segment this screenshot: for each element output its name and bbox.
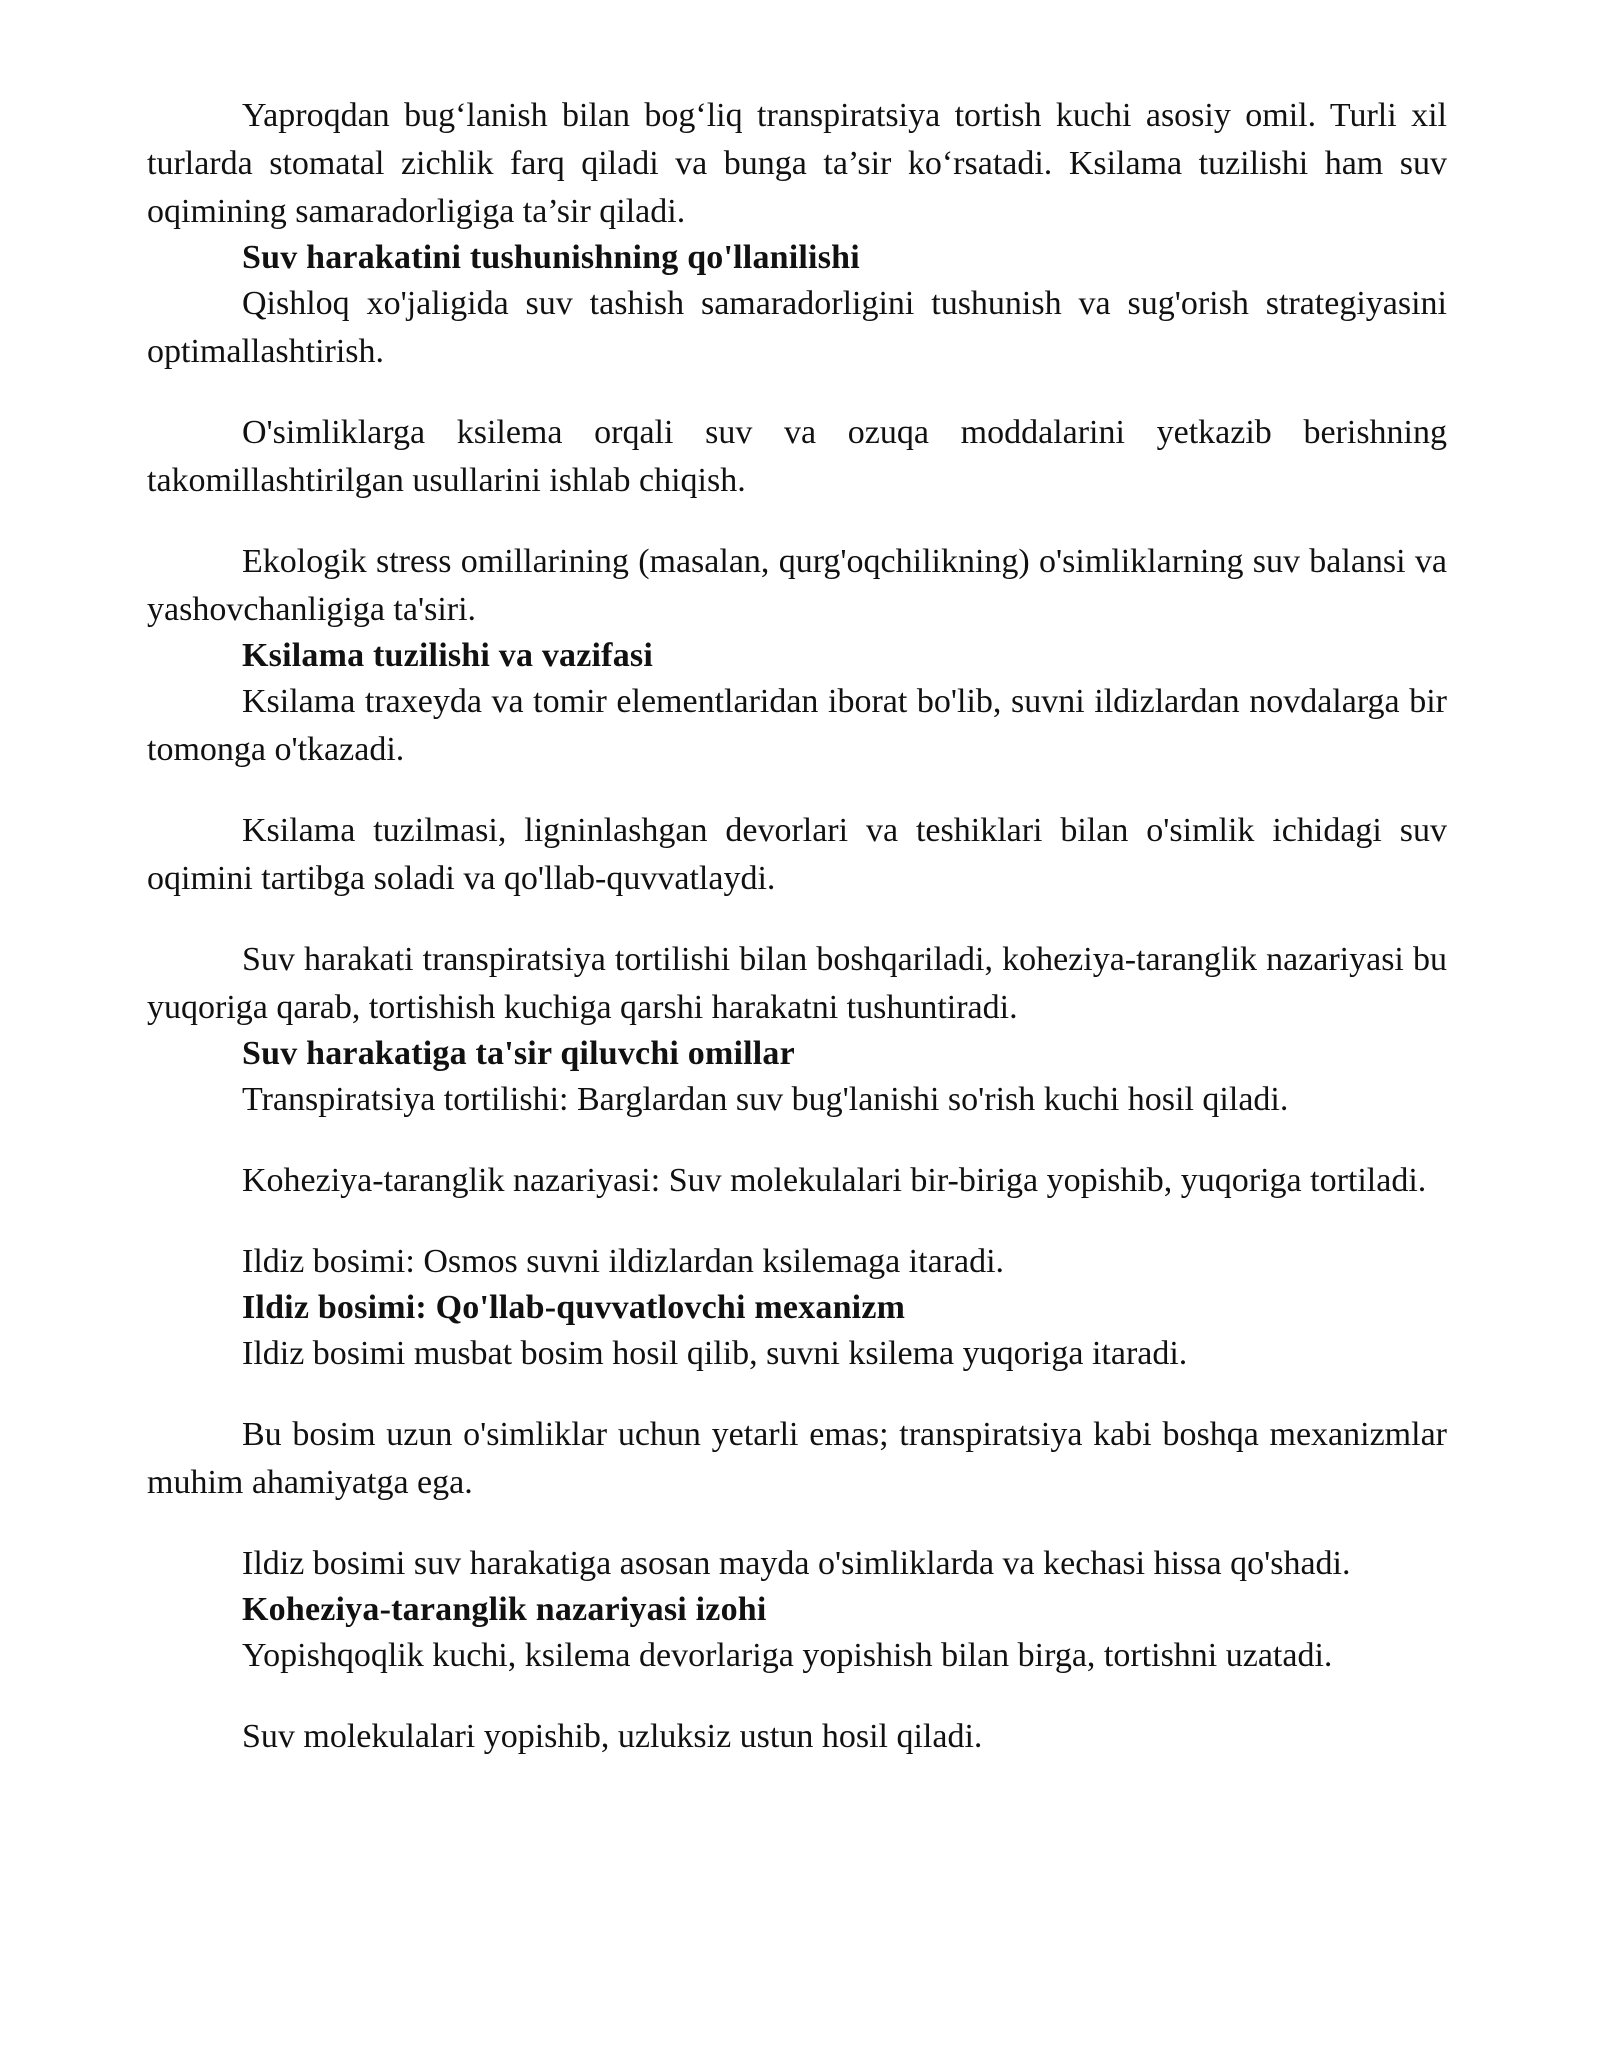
section-paragraph: Ksilama traxeyda va tomir elementlaridan iborat bo'lib, suvni ildizlardan novdalarga bir tomonga o'tkazadi.	[147, 683, 1447, 768]
section-heading: Ildiz bosimi: Qo'llab-quvvatlovchi mexanizm	[242, 1289, 906, 1326]
section-paragraph: Suv harakati transpiratsiya tortilishi bilan boshqariladi, koheziya-taranglik nazariyasi bu yuqoriga qarab, tortishish kuchiga qarshi harakatni tushuntiradi.	[147, 941, 1447, 1026]
section-heading: Ksilama tuzilishi va vazifasi	[242, 637, 653, 674]
section-paragraph: Ksilama tuzilmasi, ligninlashgan devorlari va teshiklari bilan o'simlik ichidagi suv oqimini tartibga soladi va qo'llab-quvvatlaydi.	[147, 812, 1447, 897]
section-paragraph: Ildiz bosimi: Osmos suvni ildizlardan ksilemaga itaradi.	[242, 1243, 1005, 1280]
section-heading: Suv harakatini tushunishning qo'llanilishi	[242, 239, 860, 276]
section-paragraph: Transpiratsiya tortilishi: Barglardan suv bug'lanishi so'rish kuchi hosil qiladi.	[242, 1081, 1289, 1118]
section-paragraph: Suv molekulalari yopishib, uzluksiz ustun hosil qiladi.	[242, 1718, 983, 1755]
section-paragraph: Ekologik stress omillarining (masalan, qurg'oqchilikning) o'simliklarning suv balansi va yashovchanligiga ta'siri.	[147, 543, 1447, 628]
section-heading: Suv harakatiga ta'sir qiluvchi omillar	[242, 1035, 795, 1072]
section-paragraph: O'simliklarga ksilema orqali suv va ozuqa moddalarini yetkazib berishning takomillashtirilgan usullarini ishlab chiqish.	[147, 414, 1447, 499]
document-page	[147, 92, 1447, 1761]
section-paragraph: Yopishqoqlik kuchi, ksilema devorlariga yopishish bilan birga, tortishni uzatadi.	[242, 1637, 1333, 1674]
section-heading: Koheziya-taranglik nazariyasi izohi	[242, 1591, 767, 1628]
intro-paragraph: Yaproqdan bug‘lanish bilan bog‘liq transpiratsiya tortish kuchi asosiy omil. Turli xil turlarda stomatal zichlik farq qiladi va bunga ta’sir ko‘rsatadi. Ksilama tuzilishi ham suv oqimining samaradorligiga ta’sir qiladi.	[147, 97, 1447, 230]
section-paragraph: Koheziya-taranglik nazariyasi: Suv molekulalari bir-biriga yopishib, yuqoriga tortiladi.	[242, 1162, 1427, 1199]
section-paragraph: Qishloq xo'jaligida suv tashish samaradorligini tushunish va sug'orish strategiyasini optimallashtirish.	[147, 285, 1447, 370]
section-paragraph: Ildiz bosimi suv harakatiga asosan mayda o'simliklarda va kechasi hissa qo'shadi.	[242, 1545, 1351, 1582]
section-paragraph: Bu bosim uzun o'simliklar uchun yetarli emas; transpiratsiya kabi boshqa mexanizmlar muhim ahamiyatga ega.	[147, 1416, 1447, 1501]
section-paragraph: Ildiz bosimi musbat bosim hosil qilib, suvni ksilema yuqoriga itaradi.	[242, 1335, 1188, 1372]
